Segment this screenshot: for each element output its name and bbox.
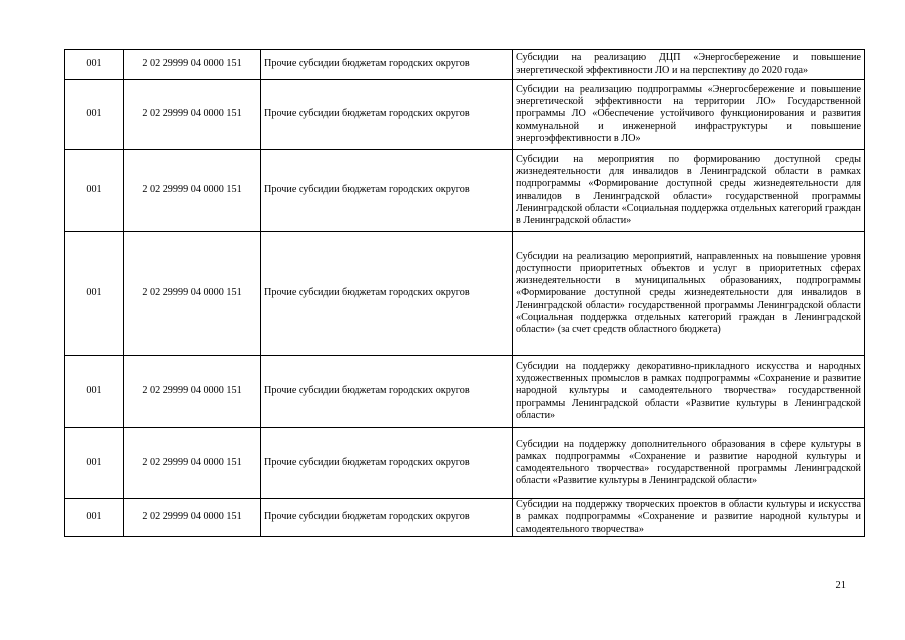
subsidy-description-cell <box>513 232 865 356</box>
subsidy-description-cell <box>513 499 865 537</box>
subsidy-description-text: Субсидии на поддержку декоративно-прикладного искусства и народных художественных промыслов в рамках подпрограммы «Сохранение и развитие народной культуры и самодеятельного творчества» государственной программы Ленинградской области «Развитие культуры в Ленинградской области» <box>516 360 861 421</box>
admin-code-cell: 001 <box>65 499 124 537</box>
admin-code-cell: 001 <box>65 428 124 499</box>
admin-code-cell: 001 <box>65 356 124 428</box>
admin-code-cell: 001 <box>65 50 124 80</box>
table-row <box>65 80 865 150</box>
table-row <box>65 232 865 356</box>
budget-classification-code-cell: 2 02 29999 04 0000 151 <box>124 499 261 537</box>
revenue-name-cell: Прочие субсидии бюджетам городских округов <box>261 499 513 537</box>
subsidy-description-cell <box>513 150 865 232</box>
subsidy-description-text: Субсидии на поддержку дополнительного образования в сфере культуры в рамках подпрограммы «Сохранение и развитие народной культуры и самодеятельного творчества» государственной программы Ленинградской области «Развитие культуры в Ленинградской области» <box>516 438 861 487</box>
subsidy-description-cell <box>513 80 865 150</box>
revenue-name-cell: Прочие субсидии бюджетам городских округов <box>261 80 513 150</box>
subsidy-description-cell <box>513 50 865 80</box>
subsidy-description-cell <box>513 428 865 499</box>
revenue-name-cell: Прочие субсидии бюджетам городских округов <box>261 150 513 232</box>
table-row <box>65 150 865 232</box>
subsidy-description-text: Субсидии на реализацию мероприятий, направленных на повышение уровня доступности приоритетных объектов и услуг в приоритетных сферах жизнедеятельности в муниципальных образованиях, подпрограммы «Формирование доступной среды жизнедеятельности для инвалидов в Ленинградской области» государственной программы Ленинградской области «Социальная поддержка отдельных категорий граждан в Ленинградской области» (за счет средств областного бюджета) <box>516 250 861 335</box>
table-row <box>65 428 865 499</box>
budget-classification-code-cell: 2 02 29999 04 0000 151 <box>124 428 261 499</box>
admin-code-cell: 001 <box>65 150 124 232</box>
table-body <box>65 50 865 537</box>
budget-classification-code-cell: 2 02 29999 04 0000 151 <box>124 50 261 80</box>
revenue-name-cell: Прочие субсидии бюджетам городских округов <box>261 428 513 499</box>
budget-classification-code-cell: 2 02 29999 04 0000 151 <box>124 356 261 428</box>
subsidy-description-cell <box>513 356 865 428</box>
table-row <box>65 50 865 80</box>
table-row <box>65 356 865 428</box>
revenue-name-cell: Прочие субсидии бюджетам городских округов <box>261 50 513 80</box>
revenue-name-cell: Прочие субсидии бюджетам городских округов <box>261 232 513 356</box>
subsidy-description-text: Субсидии на мероприятия по формированию доступной среды жизнедеятельности для инвалидов в Ленинградской области в рамках подпрограммы «Формирование доступной среды жизнедеятельности для инвалидов в Ленинградской области» государственной программы Ленинградской области «Социальная поддержка отдельных категорий граждан в Ленинградской области» <box>516 153 861 226</box>
budget-revenue-table <box>64 49 865 537</box>
admin-code-cell: 001 <box>65 80 124 150</box>
budget-classification-code-cell: 2 02 29999 04 0000 151 <box>124 150 261 232</box>
table-row <box>65 499 865 537</box>
subsidy-description-text: Субсидии на поддержку творческих проектов в области культуры и искусства в рамках подпрограммы «Сохранение и развитие народной культуры и самодеятельного творчества» <box>516 499 861 535</box>
admin-code-cell: 001 <box>65 232 124 356</box>
budget-classification-code-cell: 2 02 29999 04 0000 151 <box>124 80 261 150</box>
revenue-name-cell: Прочие субсидии бюджетам городских округов <box>261 356 513 428</box>
subsidy-description-text: Субсидии на реализацию ДЦП «Энергосбережение и повышение энергетической эффективности ЛО и на перспективу до 2020 года» <box>516 52 861 76</box>
budget-classification-code-cell: 2 02 29999 04 0000 151 <box>124 232 261 356</box>
subsidy-description-text: Субсидии на реализацию подпрограммы «Энергосбережение и повышение энергетической эффективности на территории ЛО» Государственной программы ЛО «Обеспечение устойчивого функционирования и развития коммунальной и инженерной инфраструктуры и повышение энергоэффективности в ЛО» <box>516 83 861 144</box>
page-number: 21 <box>835 580 846 591</box>
